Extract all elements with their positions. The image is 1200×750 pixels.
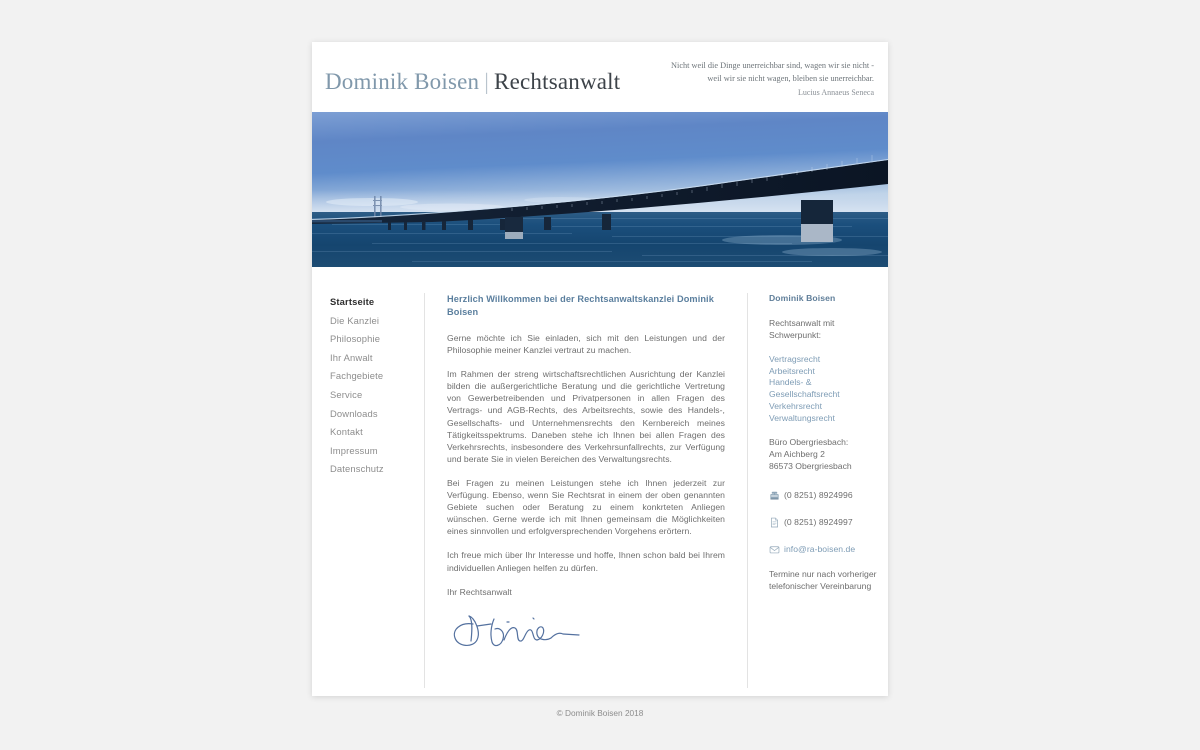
nav-item-kontakt[interactable]: Kontakt	[330, 426, 363, 438]
phone-number: (0 8251) 8924996	[784, 490, 853, 501]
nav-item-startseite[interactable]: Startseite	[330, 296, 375, 307]
logo-role: Rechtsanwalt	[494, 69, 621, 94]
practice-link-verkehrsrecht[interactable]: Verkehrsrecht	[769, 400, 823, 411]
closing-paragraph: Ich freue mich über Ihr Interesse und hoffe, Ihnen schon bald bei Ihrem individuellen Anliegen helfen zu dürfen.	[447, 550, 725, 573]
site-logo[interactable]	[325, 69, 620, 95]
practice-link-verwaltungsrecht[interactable]: Verwaltungsrecht	[769, 412, 835, 423]
quote-author: Lucius Annaeus Seneca	[798, 88, 874, 97]
practice-link-vertragsrecht[interactable]: Vertragsrecht	[769, 354, 821, 364]
appointment-note-line-2: telefonischer Vereinbarung	[769, 581, 872, 592]
nav-item-service[interactable]: Service	[330, 388, 363, 400]
envelope-icon	[769, 544, 784, 555]
sidebar-name: Dominik Boisen	[769, 293, 836, 303]
practice-area-links	[769, 354, 880, 424]
sidebar-subtitle: Rechtsanwalt mit Schwerpunkt:	[769, 318, 835, 340]
hero-image	[312, 112, 888, 267]
office-street: Am Aichberg 2	[769, 448, 825, 459]
practice-link-arbeitsrecht[interactable]: Arbeitsrecht	[769, 365, 815, 376]
appointment-note	[769, 569, 880, 592]
office-address	[769, 437, 880, 472]
signature	[447, 610, 725, 658]
intro-paragraph: Gerne möchte ich Sie einladen, sich mit den Leistungen und der Philosophie meiner Kanzlei vertraut zu machen.	[447, 333, 725, 356]
office-label: Büro Obergriesbach:	[769, 437, 849, 448]
nav-item-die-kanzlei[interactable]: Die Kanzlei	[330, 314, 380, 326]
nav-item-fachgebiete[interactable]: Fachgebiete	[330, 370, 384, 382]
email-link[interactable]: info@ra-boisen.de	[784, 544, 856, 555]
content-area	[312, 267, 888, 696]
appointment-note-line-1: Termine nur nach vorheriger	[769, 569, 877, 580]
nav-item-impressum[interactable]: Impressum	[330, 444, 378, 456]
nav-item-downloads[interactable]: Downloads	[330, 407, 378, 419]
email-row	[769, 542, 880, 556]
header-quote	[671, 60, 874, 100]
site-header	[312, 42, 888, 112]
consultation-paragraph: Bei Fragen zu meinen Leistungen stehe ich Ihnen jederzeit zur Verfügung. Ebenso, wenn Sie Rechtsrat in einem der oben genannten Gebiete suchen oder Beratung zu einem konkrteten Anliegen wünschen. Gerne werde ich mit Ihnen gemeinsam die Möglichkeiten eines sinnvollen und erfolgversprechenden Vorgehens erörtern.	[447, 477, 725, 537]
phone-row	[769, 488, 880, 502]
page-title: Herzlich Willkommen bei der Rechtsanwaltskanzlei Dominik Boisen	[447, 294, 714, 317]
nav-item-philosophie[interactable]: Philosophie	[330, 333, 381, 345]
fax-document-icon	[769, 517, 784, 528]
phone-icon	[769, 490, 784, 501]
logo-separator: |	[484, 69, 490, 94]
site-container	[312, 42, 888, 696]
copyright-text: © Dominik Boisen 2018	[556, 707, 644, 718]
main-content	[424, 293, 748, 688]
practice-link-handels-gesellschaftsrecht[interactable]: Handels- & Gesellschaftsrecht	[769, 377, 840, 400]
logo-name: Dominik Boisen	[325, 69, 480, 94]
nav-item-ihr-anwalt[interactable]: Ihr Anwalt	[330, 351, 373, 363]
contact-sidebar	[748, 293, 888, 696]
quote-line-2: weil wir sie nicht wagen, bleiben sie unerreichbar.	[707, 73, 874, 83]
nav-item-datenschutz[interactable]: Datenschutz	[330, 463, 384, 475]
hero-illustration	[312, 112, 888, 267]
fax-row	[769, 515, 880, 529]
signature-icon	[447, 610, 597, 656]
practice-paragraph: Im Rahmen der streng wirtschaftsrechtlichen Ausrichtung der Kanzlei bilden die außergerichtliche Beratung und die gerichtliche Vertretung von Gewerbetreibenden und Privatpersonen in allen Fragen des Vertrags- und AGB-Rechts, des Arbeitsrechts, sowie des Handels-, Gesellschafts- und Unternehmensrechts den Kernbereich meines Tätigkeitsspektrums. Daneben stehe ich Ihnen bei allen Fragen des Verkehrsrechts, insbesondere des Verkehrsunfallrechts, zur Verfügung und berate Sie in vielen Bereichen des Verwaltungsrechts.	[447, 369, 725, 464]
office-city: 86573 Obergriesbach	[769, 460, 852, 471]
site-footer	[312, 696, 888, 718]
fax-number: (0 8251) 8924997	[784, 517, 853, 528]
main-navigation	[312, 293, 424, 696]
quote-line-1: Nicht weil die Dinge unerreichbar sind, wagen wir sie nicht -	[671, 61, 874, 70]
signoff-text: Ihr Rechtsanwalt	[447, 586, 512, 597]
